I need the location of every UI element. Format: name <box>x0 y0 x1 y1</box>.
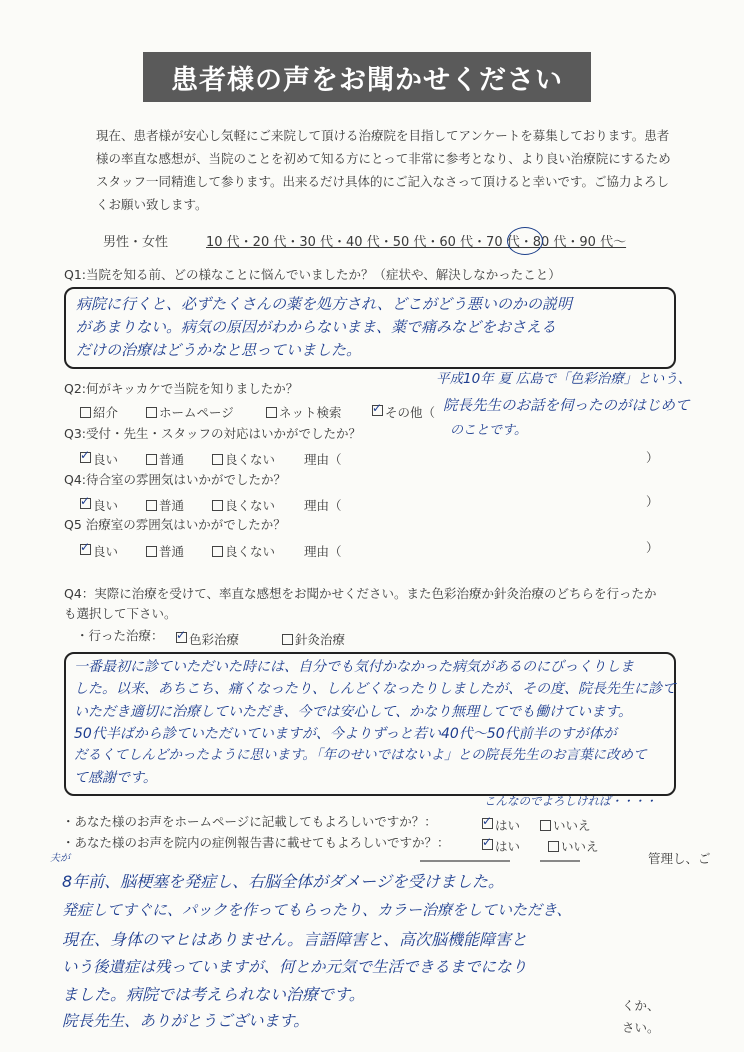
checkbox[interactable] <box>146 500 157 511</box>
consent-homepage-note: こんなのでよろしければ・・・・ <box>484 794 657 808</box>
free-text-line: 8年前、脳梗塞を発症し、右脳全体がダメージを受けました。 <box>62 872 504 891</box>
q3-reason-close: ） <box>646 450 659 465</box>
free-text-line: ました。病院では考えられない治療です。 <box>62 985 365 1004</box>
q3-option-bad[interactable]: 良くない <box>212 450 275 468</box>
consent-homepage-no[interactable]: いいえ <box>540 816 591 834</box>
q4-option-bad[interactable]: 良くない <box>212 496 275 514</box>
intro-line: 現在、患者様が安心し気軽にご来院して頂ける治療院を目指してアンケートを募集しております。患者 <box>96 128 670 143</box>
q3-label: Q3:受付・先生・スタッフの対応はいかがでしたか？ <box>64 426 362 441</box>
q2-option-homepage[interactable]: ホームページ <box>146 403 234 421</box>
checkbox-checked[interactable] <box>482 839 493 850</box>
q6-answer-line: だるくてしんどかったように思います。「年のせいではないよ」との院長先生のお言葉に改めて <box>74 747 647 763</box>
checkbox[interactable] <box>266 407 277 418</box>
checkbox[interactable] <box>146 454 157 465</box>
q5-reason-label: 理由（ <box>304 544 342 559</box>
checkbox-checked[interactable] <box>372 405 383 416</box>
q6-answer-line: いただき適切に治療していただき、今では安心して、かなり無理してでも働けています。 <box>74 704 633 720</box>
consent-report-label: ・あなた様のお声を院内の症例報告書に載せてもよろしいですか？： <box>62 835 450 850</box>
checkbox-checked[interactable] <box>80 452 91 463</box>
q1-answer-line: 病院に行くと、必ずたくさんの薬を処方され、どこがどう悪いのかの説明 <box>76 295 572 313</box>
q6-label-line: Q4：実際に治療を受けて、率直な感想をお聞かせください。また色彩治療か針灸治療のどちらを行ったか <box>64 586 657 601</box>
q6-answer-line: て感謝です。 <box>74 770 157 786</box>
q4-reason-close: ） <box>646 494 659 509</box>
q2-label: Q2:何がキッカケで当院を知りましたか？ <box>64 381 299 396</box>
checkbox[interactable] <box>212 454 223 465</box>
treatment-option-acupuncture[interactable]: 針灸治療 <box>282 630 345 648</box>
checkbox[interactable] <box>548 841 559 852</box>
consent-homepage-label: ・あなた様のお声をホームページに記載してもよろしいですか？： <box>62 814 437 829</box>
age-70-circle-mark <box>507 227 543 255</box>
q2-note-line: 院長先生のお話を伺ったのがはじめて <box>443 398 690 414</box>
checkbox[interactable] <box>146 546 157 557</box>
treatment-option-color[interactable]: ✓ 色彩治療 <box>176 630 239 648</box>
q2-note-line: のことです。 <box>450 423 527 438</box>
q6-label-line: も選択して下さい。 <box>64 606 177 621</box>
intro-line: スタッフ一同精進して参ります。出来るだけ具体的にご記入なさって頂けると幸いです。ご協力よろし <box>96 174 670 189</box>
q1-label: Q1:当院を知る前、どの様なことに悩んでいましたか？（症状や、解決しなかったこと） <box>64 267 561 282</box>
q2-option-net-search[interactable]: ネット検索 <box>266 403 342 421</box>
intro-line: くお願い致します。 <box>96 197 208 212</box>
q5-reason-close: ） <box>646 540 659 555</box>
partial-text-line: さい。 <box>622 1020 660 1035</box>
scan-speck <box>420 860 510 862</box>
checkbox-checked[interactable] <box>482 818 493 829</box>
q4-label: Q4:待合室の雰囲気はいかがでしたか？ <box>64 472 287 487</box>
partial-text-manage: 管理し、ご <box>648 851 711 866</box>
free-text-line: 院長先生、ありがとうございます。 <box>62 1012 309 1030</box>
page-title: 患者様の声をお聞かせください <box>143 52 591 102</box>
treatment-label: ・行った治療： <box>76 628 164 643</box>
scan-speck <box>540 860 580 862</box>
q5-label: Q5 治療室の雰囲気はいかがでしたか？ <box>64 517 286 532</box>
q6-answer-line: 50代半ばから診ていただいていますが、今よりずっと若い40代〜50代前半のすが体が <box>74 726 617 742</box>
checkbox[interactable] <box>282 634 293 645</box>
gender-options[interactable]: 男性・女性 <box>103 235 169 250</box>
q5-option-bad[interactable]: 良くない <box>212 542 275 560</box>
q2-option-referral[interactable]: 紹介 <box>80 403 118 421</box>
partial-text-line: くか、 <box>622 998 660 1013</box>
q3-option-normal[interactable]: 普通 <box>146 450 184 468</box>
q1-answer-line: だけの治療はどうかなと思っていました。 <box>76 341 362 359</box>
checkbox[interactable] <box>146 407 157 418</box>
q4-option-good[interactable]: ✓良い <box>80 496 118 514</box>
q5-option-normal[interactable]: 普通 <box>146 542 184 560</box>
q3-reason-label: 理由（ <box>304 452 342 467</box>
age-options[interactable]: 10 代・20 代・30 代・40 代・50 代・60 代・70 代・80 代・90 代〜 <box>206 235 627 250</box>
checkbox-checked[interactable] <box>80 544 91 555</box>
q5-option-good[interactable]: ✓良い <box>80 542 118 560</box>
checkbox-checked[interactable] <box>176 632 187 643</box>
checkbox[interactable] <box>212 546 223 557</box>
checkbox-checked[interactable] <box>80 498 91 509</box>
free-text-prefix: 夫が <box>50 853 70 864</box>
checkbox[interactable] <box>212 500 223 511</box>
q1-answer-line: があまりない。病気の原因がわからないまま、薬で痛みなどをおさえる <box>76 318 557 336</box>
intro-text <box>96 124 696 216</box>
q4-reason-label: 理由（ <box>304 498 342 513</box>
checkbox[interactable] <box>540 820 551 831</box>
q2-option-other[interactable]: ✓ その他（ <box>372 403 435 421</box>
consent-report-yes[interactable]: ✓ はい <box>482 837 520 855</box>
q2-note-line: 平成10年 夏 広島で「色彩治療」という、 <box>436 371 692 387</box>
q4-option-normal[interactable]: 普通 <box>146 496 184 514</box>
q3-option-good[interactable]: ✓良い <box>80 450 118 468</box>
consent-homepage-yes[interactable]: ✓ はい <box>482 816 520 834</box>
free-text-line: いう後遺症は残っていますが、何とか元気で生活できるまでになり <box>62 958 528 976</box>
intro-line: 様の率直な感想が、当院のことを初めて知る方にとって非常に参考となり、より良い治療院にするため <box>96 151 671 166</box>
free-text-line: 発症してすぐに、パックを作ってもらったり、カラー治療をしていただき、 <box>62 901 572 919</box>
free-text-line: 現在、身体のマヒはありません。言語障害と、高次脳機能障害と <box>62 930 527 949</box>
q6-answer-line: した。以来、あちこち、痛くなったり、しんどくなったりしましたが、その度、院長先生に診て <box>74 681 676 697</box>
consent-report-no[interactable]: いいえ <box>548 837 599 855</box>
checkbox[interactable] <box>80 407 91 418</box>
q6-answer-line: 一番最初に診ていただいた時には、自分でも気付かなかった病気があるのにびっくりしま <box>74 659 634 675</box>
